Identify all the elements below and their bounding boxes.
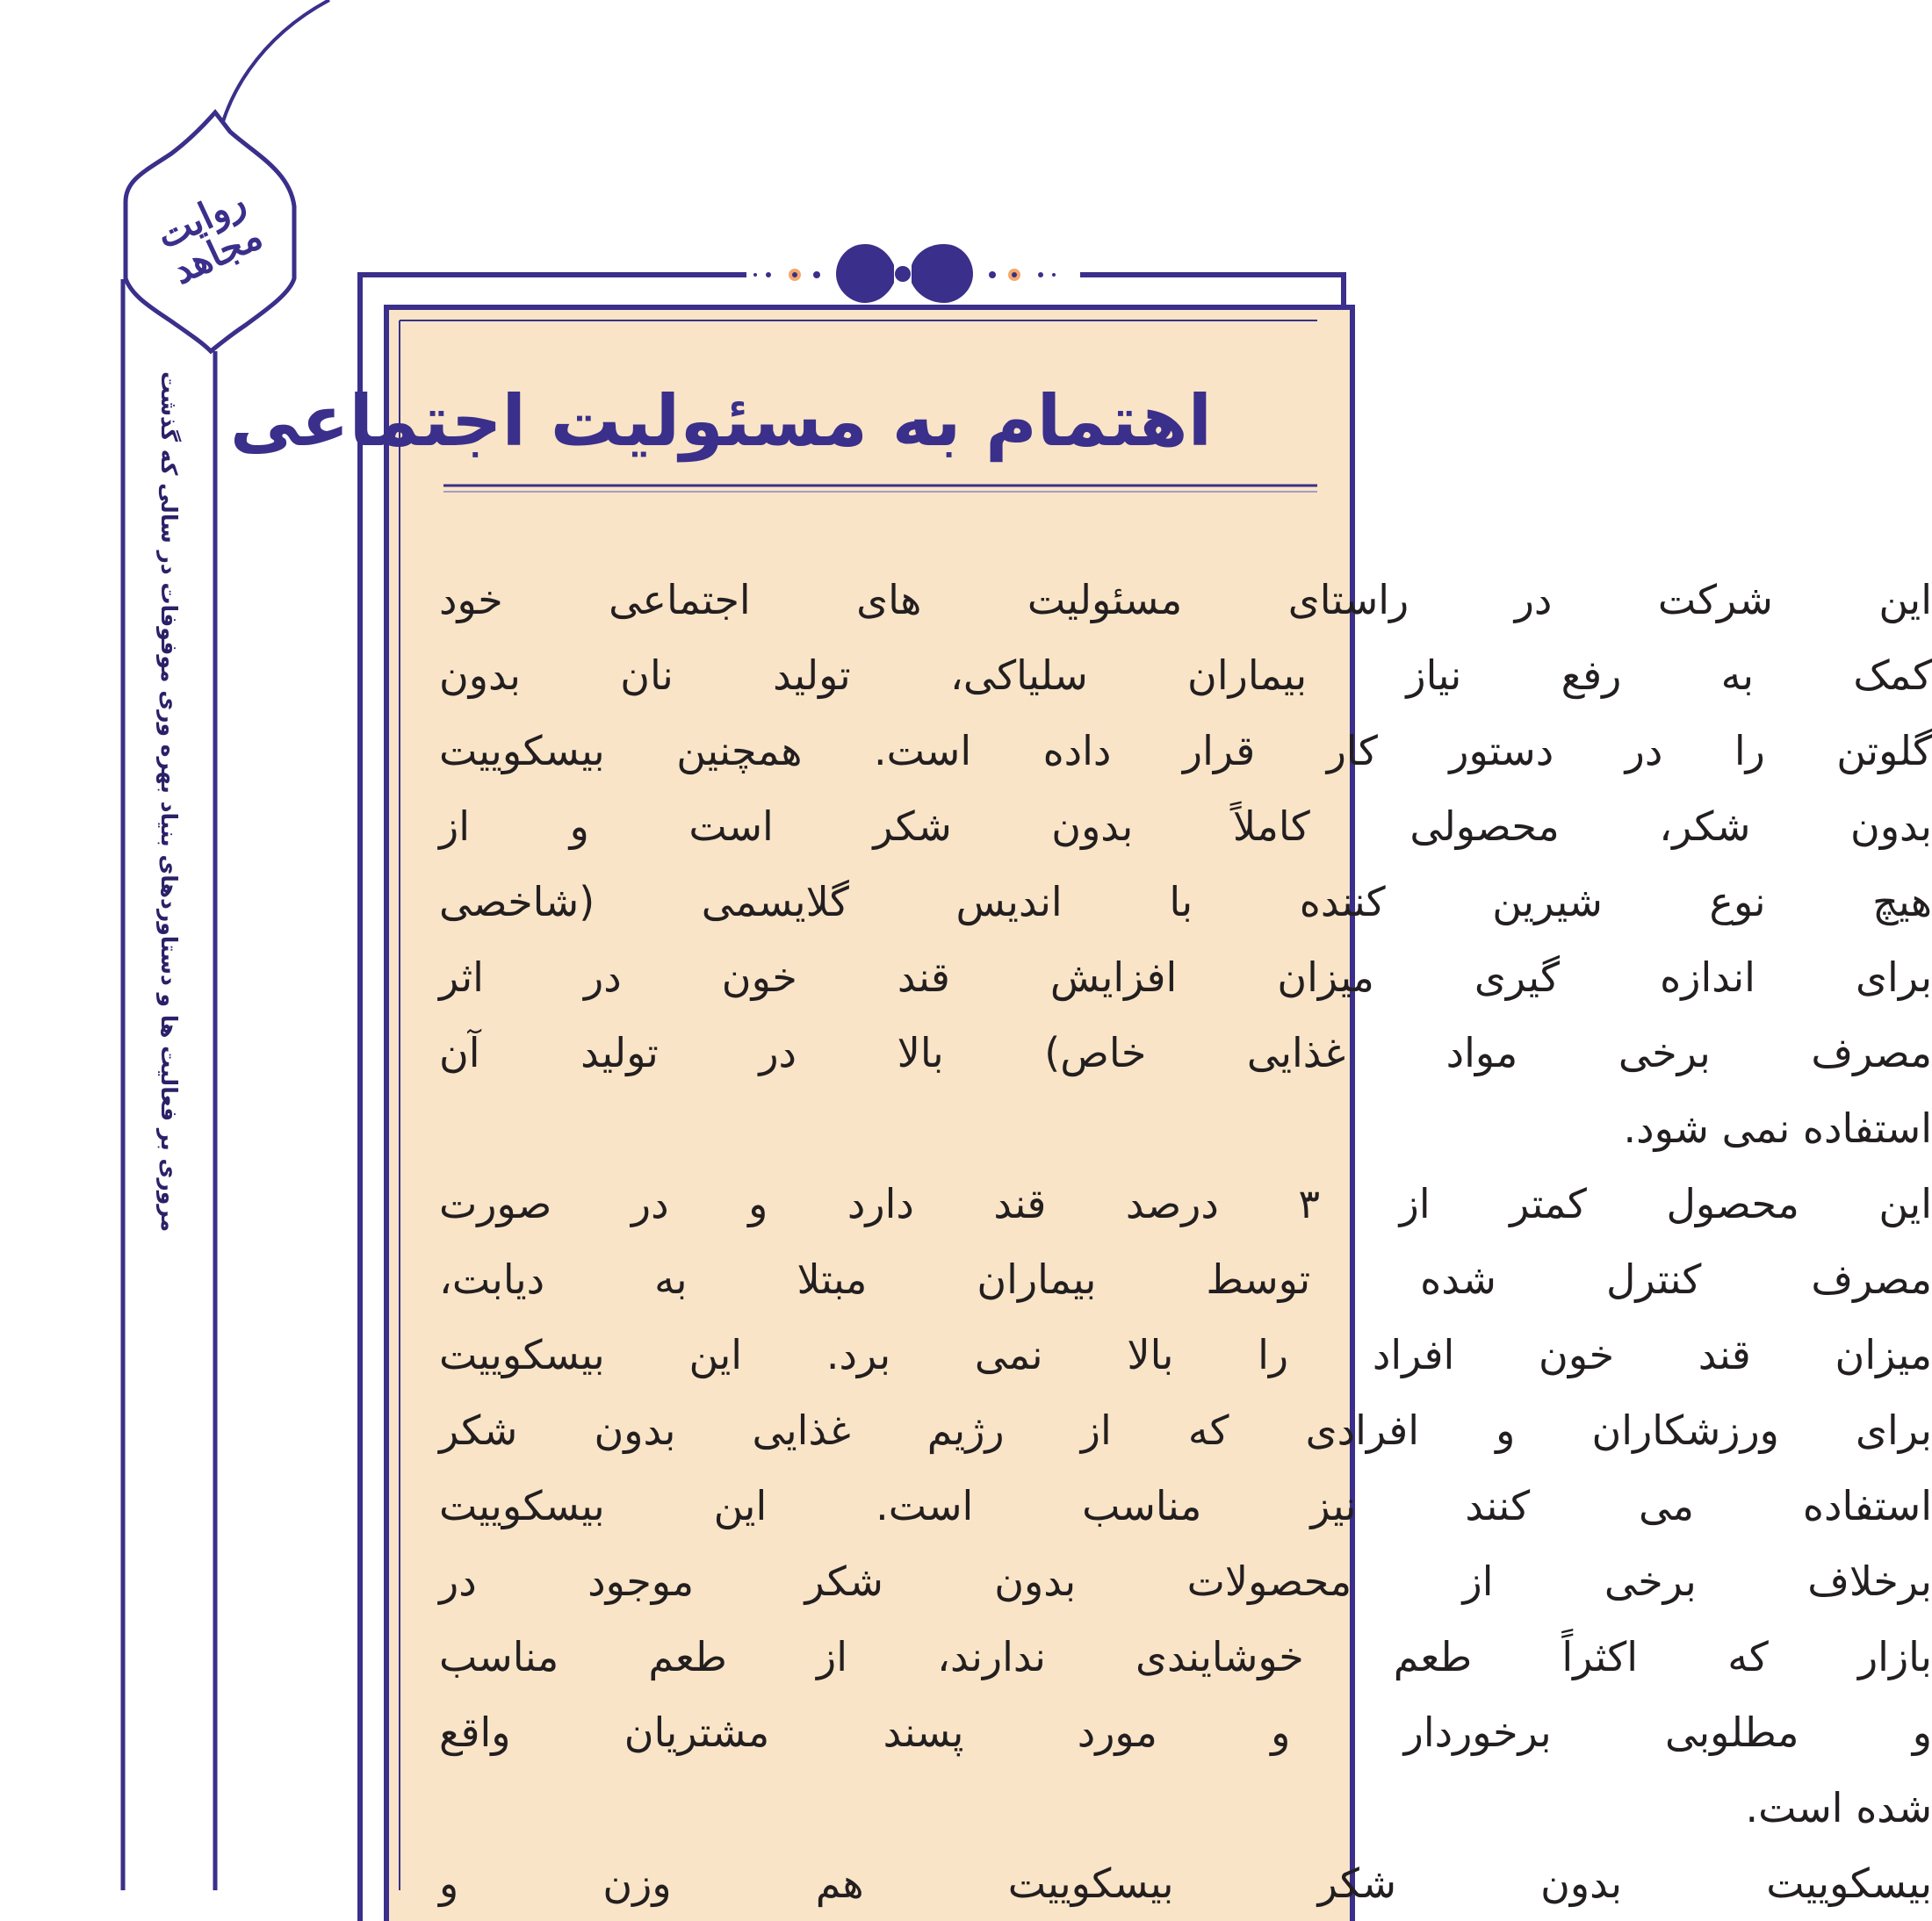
- body-line: بدون شکر، محصولی کاملاً بدون شکر است و از: [439, 802, 1932, 850]
- body-line: کمک به رفع نیاز بیماران سلیاکی، تولید نان بدون: [439, 651, 1932, 699]
- body-line: استفاده نمی شود.: [1623, 1104, 1932, 1152]
- body-line: بازار که اکثراً طعم خوشایندی ندارند، از طعم مناسب: [439, 1633, 1932, 1680]
- body-line: مصرف برخی مواد غذایی خاص) بالا در تولید آن: [439, 1029, 1932, 1076]
- body-line: برخلاف برخی از محصولات بدون شکر موجود در: [439, 1558, 1932, 1605]
- body-line: میزان قند خون افراد را بالا نمی برد. این بیسکوییت: [439, 1331, 1932, 1378]
- body-line: شده است.: [1745, 1784, 1932, 1831]
- body-line: مصرف کنترل شده توسط بیماران مبتلا به دیابت،: [439, 1255, 1932, 1303]
- body-line: این شرکت در راستای مسئولیت های اجتماعی خود: [439, 576, 1932, 623]
- logo-text: روایت مجاهد: [149, 178, 269, 292]
- body-line: گلوتن را در دستور کار قرار داده است. همچنین بیسکوییت: [439, 727, 1932, 774]
- body-line: هیچ نوع شیرین کننده با اندیس گلایسمی (شاخصی: [439, 878, 1932, 925]
- body-line: برای اندازه گیری میزان افزایش قند خون در اثر: [439, 953, 1932, 1001]
- body-line: و مطلوبی برخوردار و مورد پسند مشتریان واقع: [439, 1709, 1932, 1756]
- side-caption: مروری بر فعالیت ها و دستاوردهای بنیاد بهره وری موفوفات در سالی که گذشت: [156, 371, 182, 1233]
- body-line: برای ورزشکاران و افرادی که از رژیم غذایی بدون شکر: [439, 1407, 1932, 1454]
- article-title: اهتمام به مسئولیت اجتماعی: [229, 380, 1212, 462]
- body-line: بیسکوییت بدون شکر بیسکوییت هم وزن و: [439, 1860, 1932, 1907]
- body-line: استفاده می کنند نیز مناسب است. این بیسکوییت: [439, 1482, 1932, 1529]
- article-body: [0, 562, 1932, 1907]
- article-title-wrap: [229, 378, 1317, 465]
- body-line: این محصول کمتر از ۳ درصد قند دارد و در صورت: [439, 1180, 1932, 1227]
